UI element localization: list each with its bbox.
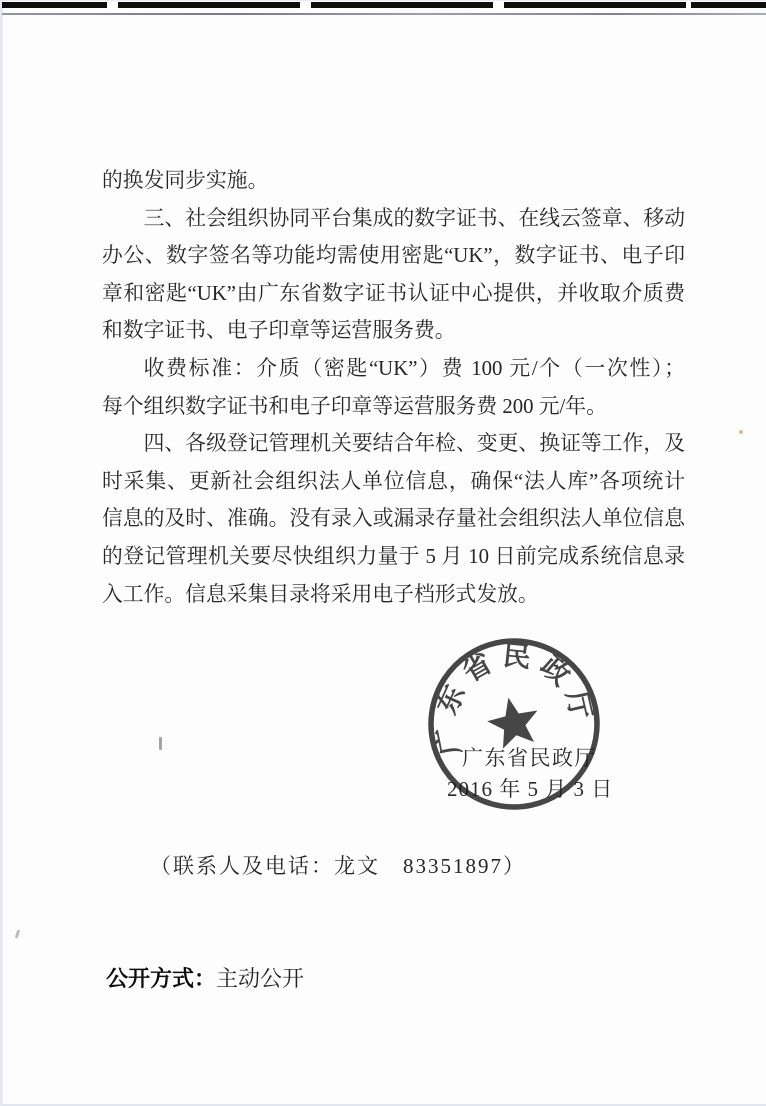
contact-line: （联系人及电话：龙文 83351897） xyxy=(150,854,526,878)
scan-speck xyxy=(159,737,162,750)
body-line: 的登记管理机关要尽快组织力量于 5 月 10 日前完成系统信息录 xyxy=(102,544,685,568)
body-line: 时采集、更新社会组织法人单位信息，确保“法人库”各项统计 xyxy=(102,469,685,493)
body-line: 收费标准：介质（密匙“UK”）费 100 元/个（一次性）； xyxy=(143,356,685,380)
body-line: 章和密匙“UK”由广东省数字证书认证中心提供，并收取介质费 xyxy=(102,281,685,305)
disclosure-value: 主动公开 xyxy=(216,966,305,991)
seal-arc-text: 广东省民政厅 xyxy=(430,640,598,758)
seal-star-icon xyxy=(483,692,543,750)
document-body-text xyxy=(102,162,685,613)
signature-organization: 广东省民政厅 xyxy=(462,746,597,770)
signature-date: 2016 年 5 月 3 日 xyxy=(447,777,614,801)
official-seal xyxy=(389,602,639,852)
body-line: 三、社会组织协同平台集成的数字证书、在线云签章、移动 xyxy=(143,206,685,230)
body-line: 和数字证书、电子印章等运营服务费。 xyxy=(102,319,456,343)
body-line: 办公、数字签名等功能均需使用密匙“UK”，数字证书、电子印 xyxy=(102,244,685,268)
scan-artifact-top-line xyxy=(2,13,766,15)
disclosure-line xyxy=(106,962,304,993)
disclosure-label: 公开方式： xyxy=(106,966,217,991)
scan-artifact-top-band xyxy=(2,2,766,8)
scan-speck xyxy=(739,430,743,434)
body-line: 四、各级登记管理机关要结合年检、变更、换证等工作，及 xyxy=(143,432,685,456)
body-line: 入工作。信息采集目录将采用电子档形式发放。 xyxy=(102,582,539,606)
body-line: 每个组织数字证书和电子印章等运营服务费 200 元/年。 xyxy=(102,394,607,418)
body-line: 的换发同步实施。 xyxy=(102,169,269,192)
seal-graphic xyxy=(389,602,639,852)
scan-speck xyxy=(15,930,20,939)
body-line: 信息的及时、准确。没有录入或漏录存量社会组织法人单位信息 xyxy=(102,507,685,531)
